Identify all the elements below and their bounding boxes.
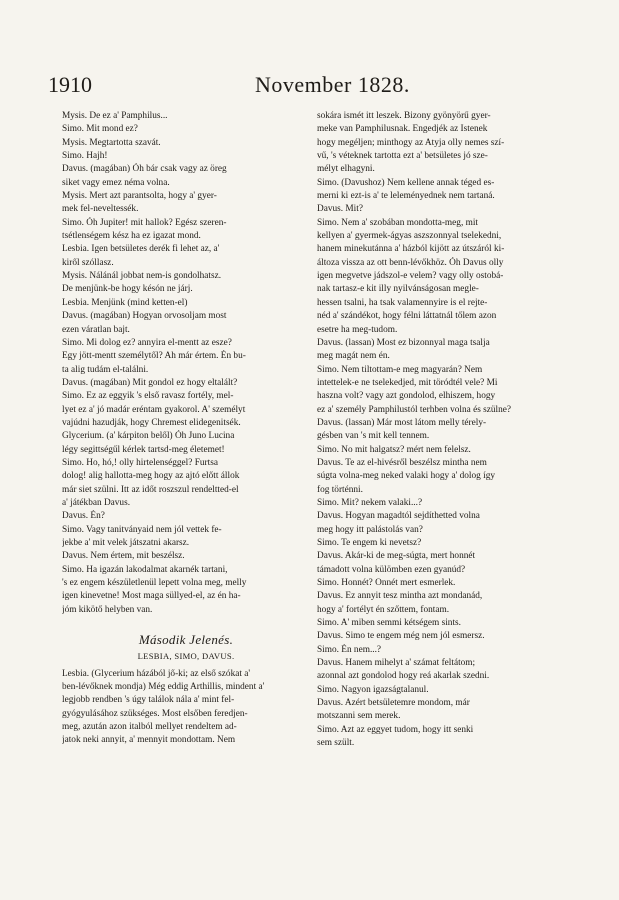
text-line: Simo. Nagyon igazságtalanul.: [317, 684, 429, 695]
text-line: támadott volna külömben ezen gyanúd?: [317, 564, 466, 575]
text-line: Egy jött-mentt személytől? Ah már értem. Én bu-: [62, 351, 246, 362]
scene-heading: Második Jelenés.: [138, 632, 234, 648]
text-line: 's ez engem készületlenül lepett volna meg, melly: [62, 578, 247, 589]
text-line: Davus. (magában) Óh bár csak vagy az öreg: [62, 164, 227, 175]
text-line: Simo. Mit mond ez?: [62, 124, 138, 135]
page-number: 1910: [48, 72, 92, 97]
text-line: Simo. Ho, hó,! olly hirtelenséggel? Furtsa: [62, 457, 218, 468]
text-line: jatok neki annyit, a' mennyit mondottam. Nem: [62, 735, 236, 746]
text-line: Davus. Te az el-hivésről beszélsz mintha nem: [317, 457, 487, 468]
text-line: ezen váratlan bajt.: [62, 324, 130, 335]
text-line: meg magát nem én.: [317, 351, 390, 362]
text-line: Simo. No mit halgatsz? mért nem felelsz.: [317, 444, 471, 455]
running-title: November 1828.: [255, 72, 410, 97]
text-line: Simo. Hajh!: [62, 151, 108, 162]
text-line: Davus. Én?: [62, 511, 105, 522]
text-line: Simo. Ez az eggyik 's első ravasz fortély, mel-: [62, 391, 234, 402]
text-line: Davus. Nem értem, mit beszélsz.: [62, 551, 185, 562]
text-line: Davus. (magában) Hogyan orvosoljam most: [62, 311, 227, 322]
text-line: Simo. (Davushoz) Nem kellene annak téged es-: [317, 177, 495, 188]
text-line: vű, 's véteknek tartotta ezt a' betsületes jó sze-: [317, 151, 488, 162]
text-line: gyógyulásához szükséges. Most elsőben feredjen-: [62, 708, 248, 719]
text-line: kiről szóllasz.: [62, 257, 114, 268]
text-line: Mysis. Nálánál jobbat nem-is gondolhatsz.: [62, 271, 222, 282]
text-line: Davus. Akár-ki de meg-súgta, mert honnét: [317, 551, 476, 562]
text-line: Davus. Mit?: [317, 204, 363, 215]
page-header: [0, 72, 619, 102]
text-line: intettelek-e ne tselekedjed, mit töródtél vele? Mi: [317, 377, 498, 388]
text-line: hessen tsalni, ha tsak valamennyire is el rejte-: [317, 297, 488, 308]
text-line: Davus. (magában) Mit gondol ez hogy eltalált?: [62, 377, 238, 388]
text-line: Davus. Hanem mihelyt a' számat feltátom;: [317, 658, 476, 669]
text-line: mélyt elhagyni.: [317, 164, 375, 175]
text-line: Simo. Nem tiltottam-e meg magyarán? Nem: [317, 364, 483, 375]
text-line: haszna volt? vagy azt gondolod, elhiszem, hogy: [317, 391, 496, 402]
text-line: Davus. Hogyan magadtól sejdíthetted volna: [317, 511, 480, 522]
text-line: meg hogy itt palástolás van?: [317, 524, 423, 535]
text-line: Simo. Vagy tanitványaid nem jól vettek fe-: [62, 524, 222, 535]
text-line: ben-lévőknek mondja) Még eddig Arthillis, mindent a': [62, 682, 265, 693]
text-line: ez a' személy Pamphilustól terhben volna és szülne?: [317, 404, 512, 415]
text-line: merni ki ezt-is a' te leleményednek nem tartaná.: [317, 191, 495, 202]
text-line: Simo. Nem a' szobában mondotta-meg, mit: [317, 217, 478, 228]
text-line: kellyen a' gyermek-ágyas aszszonnyal tselekedni,: [317, 231, 502, 242]
text-line: a' játékban Davus.: [62, 497, 131, 508]
text-line: Simo. Én nem...?: [317, 644, 382, 655]
left-dialogue-block: [62, 110, 310, 617]
text-line: nak tartasz-e kit illy nyilvánságosan megle-: [317, 284, 479, 295]
text-line: sem szült.: [317, 738, 355, 749]
text-line: meg, azután azon italból mellyet rendeltem ad-: [62, 722, 237, 733]
text-line: hogy a' fortélyt én szőttem, fontam.: [317, 604, 450, 615]
text-line: vajúdni hazudják, hogy Chremest elidegenitsék.: [62, 417, 241, 428]
text-line: Simo. Azt az eggyet tudom, hogy itt senki: [317, 724, 474, 735]
text-line: Mysis. Mert azt parantsolta, hogy a' gyer-: [62, 191, 217, 202]
text-line: légy segittségűl kérlek tartsd-meg életemet!: [62, 444, 225, 455]
text-line: motszanni sem merek.: [317, 711, 401, 722]
text-line: Davus. Azért betsületemre mondom, már: [317, 698, 470, 709]
text-line: legjobb rendben 's úgy találok nála a' mint fel-: [62, 695, 235, 706]
text-line: hogy megéljen; minthogy az Atyja olly nemes szí-: [317, 137, 505, 148]
text-line: Simo. Honnét? Onnét mert esmerlek.: [317, 578, 456, 589]
right-dialogue-block: [317, 110, 579, 751]
text-line: lyet ez a' jó madár eréntam gyakorol. A' személyt: [62, 404, 246, 415]
text-line: Simo. Óh Jupiter! mit hallok? Egész szeren-: [62, 217, 227, 228]
text-line: Lesbia. (Glycerium házából jő-ki; az első szókat a': [62, 668, 251, 679]
text-line: esetre ha meg-tudom.: [317, 324, 398, 335]
text-line: mek fel-neveltessék.: [62, 204, 139, 215]
text-line: néd a' szándékot, hogy félni láttatnál tőlem azon: [317, 311, 497, 322]
text-line: De menjünk-be hogy késón ne járj.: [62, 284, 193, 295]
text-line: Mysis. De ez a' Pamphilus...: [62, 111, 168, 121]
text-line: sokára ismét itt leszek. Bizony gyönyörű gyer-: [317, 111, 491, 121]
text-line: már siet szülni. Itt az időt roszszul rendeltted-el: [62, 484, 239, 495]
scene-cast: LESBIA, SIMO, DAVUS.: [137, 651, 235, 662]
text-line: meke van Pamphilusnak. Engedjék az Istenek: [317, 124, 488, 135]
text-line: azonnal azt gondolod hogy reá akarlak szedni.: [317, 671, 490, 682]
text-line: Lesbia. Menjünk (mind ketten-el): [62, 297, 188, 308]
text-line: gésben van 's mit kell tennem.: [317, 431, 430, 442]
text-line: dolog! alig hallotta-meg hogy az ajtó előtt állok: [62, 471, 240, 482]
text-line: súgta volna-meg neked valaki hogy a' dolog így: [317, 471, 496, 482]
text-line: jóm kikötő helyben van.: [62, 604, 153, 615]
text-line: Simo. Mi dolog ez? annyira el-mentt az esze?: [62, 337, 232, 348]
text-line: igen megvetve jádszol-e velem? vagy olly ostobá-: [317, 271, 504, 282]
text-line: jekbe a' mit velek játszatni akarsz.: [62, 538, 190, 548]
text-line: Davus. (lassan) Már most látom melly térely-: [317, 417, 487, 428]
text-line: igen kinevetne! Most maga süllyed-el, az én ha-: [62, 591, 241, 602]
text-line: Simo. A' miben semmi kétségem sints.: [317, 618, 461, 629]
text-line: Glycerium. (a' kárpiton belől) Óh Juno Lucina: [62, 431, 235, 442]
text-line: hanem minekutánna a' házból kijött az útszáról ki-: [317, 244, 505, 255]
text-line: fog történni.: [317, 484, 363, 495]
text-line: Simo. Te engem ki nevetsz?: [317, 538, 422, 548]
text-line: Mysis. Megtartotta szavát.: [62, 137, 161, 148]
text-line: siket vagy emez néma volna.: [62, 177, 170, 188]
text-line: Simo. Mit? nekem valaki...?: [317, 497, 423, 508]
text-line: Davus. Ez annyit tesz mintha azt mondanád,: [317, 591, 483, 602]
right-column: [317, 110, 579, 751]
text-line: áltoza vissza az ott benn-lévőkhöz. Óh Davus olly: [317, 257, 504, 268]
left-scene-text: [62, 668, 310, 748]
text-line: Lesbia. Igen betsületes derék fi lehet az, a': [62, 244, 220, 255]
text-line: Simo. Ha igazán lakodalmat akarnék tartani,: [62, 564, 228, 575]
text-line: Davus. Simo te engem még nem jól esmersz.: [317, 631, 485, 642]
text-line: Davus. (lassan) Most ez bizonnyal maga tsalja: [317, 337, 490, 348]
text-line: tsétlenségem kész ha ez igazat mond.: [62, 231, 201, 242]
text-line: ta alig tudám el-találni.: [62, 364, 149, 375]
left-column: [62, 110, 310, 748]
